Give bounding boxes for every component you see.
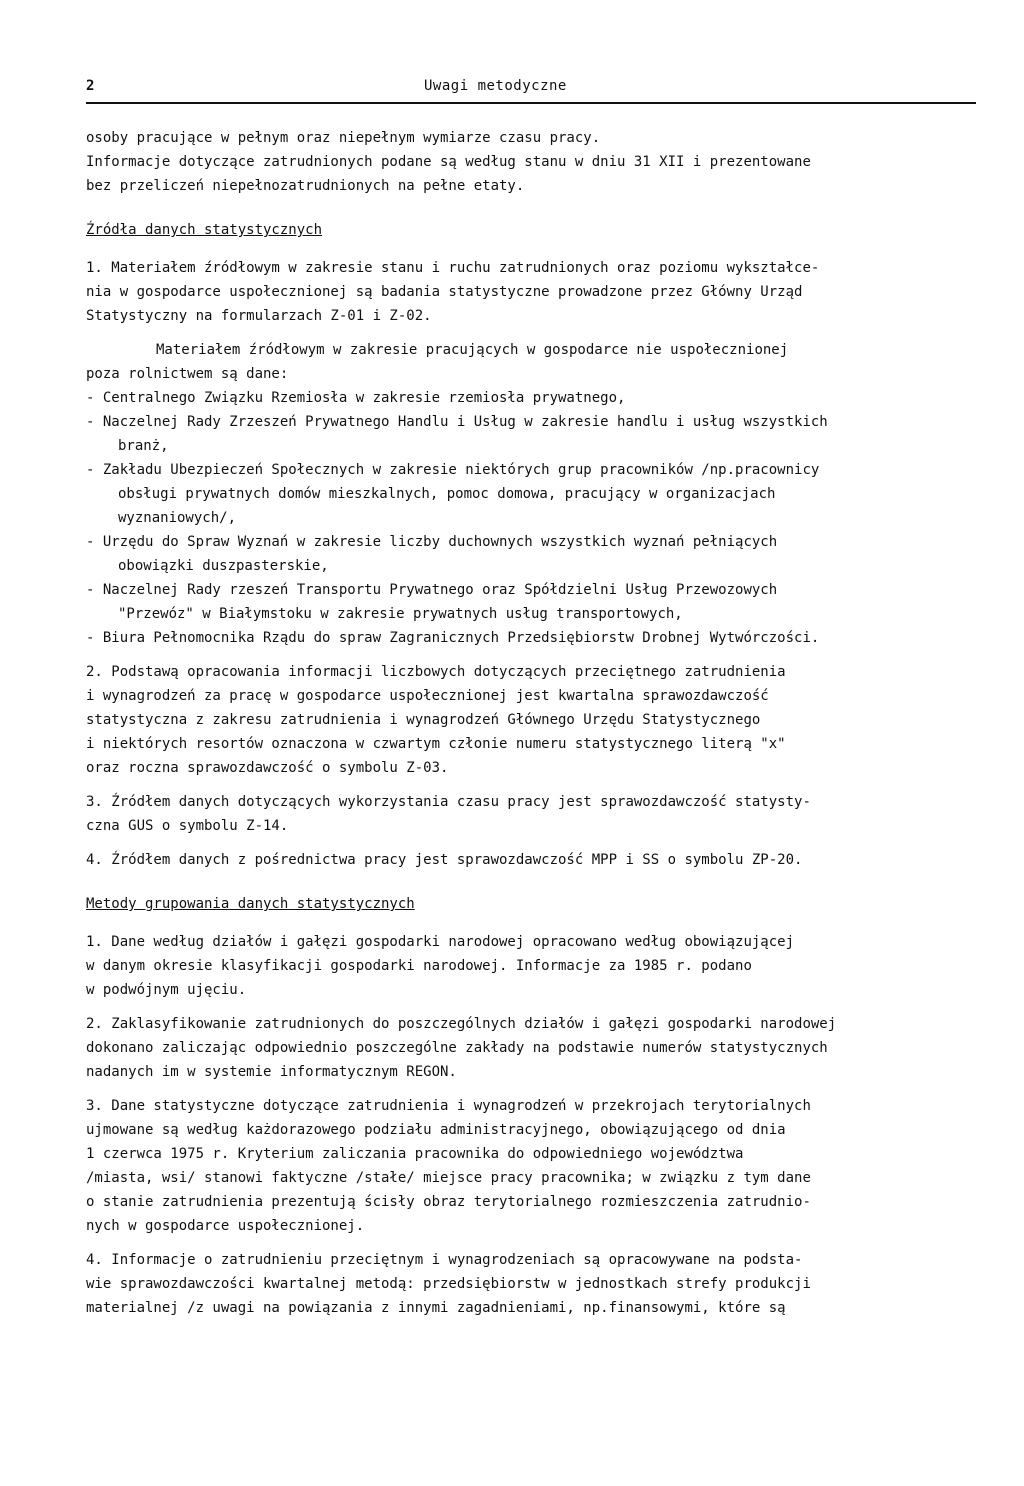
text-line: nadanych im w systemie informatycznym REGON. — [86, 1064, 457, 1080]
text-line: 2. Zaklasyfikowanie zatrudnionych do poszczególnych działów i gałęzi gospodarki narodowej — [86, 1016, 837, 1032]
text-line: - Centralnego Związku Rzemiosła w zakresie rzemiosła prywatnego, — [86, 390, 626, 406]
text-line: 1. Dane według działów i gałęzi gospodarki narodowej opracowano według obowiązującej — [86, 934, 795, 950]
text-line: obowiązki duszpasterskie, — [118, 558, 329, 574]
text-line: - Urzędu do Spraw Wyznań w zakresie liczby duchownych wszystkich wyznań pełniących — [86, 534, 778, 550]
list-item — [86, 530, 976, 578]
section-title-sources: Źródła danych statystycznych — [86, 222, 323, 238]
text-line: wie sprawozdawczości kwartalnej metodą: przedsiębiorstw w jednostkach strefy produkcji — [86, 1276, 811, 1292]
text-line: dokonano zaliczając odpowiednio poszczególne zakłady na podstawie numerów statystycznych — [86, 1040, 828, 1056]
sources-paragraph-1 — [86, 256, 976, 328]
text-line: osoby pracujące w pełnym oraz niepełnym wymiarze czasu pracy. — [86, 130, 601, 146]
text-line: 1 czerwca 1975 r. Kryterium zaliczania pracownika do odpowiedniego województwa — [86, 1146, 744, 1162]
text-line: czna GUS o symbolu Z-14. — [86, 818, 289, 834]
text-line: w danym okresie klasyfikacji gospodarki narodowej. Informacje za 1985 r. podano — [86, 958, 752, 974]
text-line: ujmowane są według każdorazowego podziału administracyjnego, obowiązującego od dnia — [86, 1122, 786, 1138]
sources-paragraph-2 — [86, 660, 976, 780]
text-line: 4. Informacje o zatrudnieniu przeciętnym i wynagrodzeniach są opracowywane na podsta- — [86, 1252, 803, 1268]
text-line: materialnej /z uwagi na powiązania z innymi zagadnieniami, np.finansowymi, które są — [86, 1300, 786, 1316]
text-line: 2. Podstawą opracowania informacji liczbowych dotyczących przeciętnego zatrudnienia — [86, 664, 786, 680]
text-line: i wynagrodzeń za pracę w gospodarce uspołecznionej jest kwartalna sprawozdawczość — [86, 688, 769, 704]
list-item — [86, 458, 976, 530]
page-number: 2 — [86, 78, 95, 94]
text-line: 1. Materiałem źródłowym w zakresie stanu i ruchu zatrudnionych oraz poziomu wykształce- — [86, 260, 820, 276]
intro-paragraph — [86, 126, 976, 198]
header-rule — [86, 102, 976, 104]
text-line: 4. Źródłem danych z pośrednictwa pracy jest sprawozdawczość MPP i SS o symbolu ZP-20. — [86, 852, 803, 868]
list-item — [86, 626, 976, 650]
page-content — [86, 126, 976, 1320]
methods-paragraph-4 — [86, 1248, 976, 1320]
text-line: 3. Dane statystyczne dotyczące zatrudnienia i wynagrodzeń w przekrojach terytorialnych — [86, 1098, 811, 1114]
sources-paragraph-4 — [86, 848, 976, 872]
sources-paragraph-1b — [86, 338, 976, 386]
text-line: nych w gospodarce uspołecznionej. — [86, 1218, 365, 1234]
sources-list — [86, 386, 976, 650]
text-line: oraz roczna sprawozdawczość o symbolu Z-03. — [86, 760, 449, 776]
section-title-methods: Metody grupowania danych statystycznych — [86, 896, 415, 912]
text-line: /miasta, wsi/ stanowi faktyczne /stałe/ miejsce pracy pracownika; w związku z tym dane — [86, 1170, 811, 1186]
methods-paragraph-1 — [86, 930, 976, 1002]
list-item — [86, 386, 976, 410]
text-line: bez przeliczeń niepełnozatrudnionych na pełne etaty. — [86, 178, 525, 194]
running-title: Uwagi metodyczne — [424, 78, 567, 94]
text-line: Statystyczny na formularzach Z-01 i Z-02. — [86, 308, 432, 324]
page-header — [86, 74, 976, 98]
text-line: - Zakładu Ubezpieczeń Społecznych w zakresie niektórych grup pracowników /np.pracownicy — [86, 462, 820, 478]
text-line: obsługi prywatnych domów mieszkalnych, pomoc domowa, pracujący w organizacjach — [118, 486, 776, 502]
text-line: - Naczelnej Rady rzeszeń Transportu Prywatnego oraz Spółdzielni Usług Przewozowych — [86, 582, 778, 598]
text-line: i niektórych resortów oznaczona w czwartym członie numeru statystycznego literą "x" — [86, 736, 786, 752]
text-line: - Naczelnej Rady Zrzeszeń Prywatnego Handlu i Usług w zakresie handlu i usług wszystkich — [86, 414, 828, 430]
methods-paragraph-3 — [86, 1094, 976, 1238]
text-line: branż, — [118, 438, 169, 454]
text-line: statystyczna z zakresu zatrudnienia i wynagrodzeń Głównego Urzędu Statystycznego — [86, 712, 761, 728]
text-line: w podwójnym ujęciu. — [86, 982, 247, 998]
text-line: - Biura Pełnomocnika Rządu do spraw Zagranicznych Przedsiębiorstw Drobnej Wytwórczości. — [86, 630, 820, 646]
text-line: o stanie zatrudnienia prezentują ścisły obraz terytorialnego rozmieszczenia zatrudnio- — [86, 1194, 811, 1210]
text-line: poza rolnictwem są dane: — [86, 366, 289, 382]
sources-paragraph-3 — [86, 790, 976, 838]
list-item — [86, 410, 976, 458]
text-line: "Przewóz" w Białymstoku w zakresie prywatnych usług transportowych, — [118, 606, 683, 622]
text-line: Informacje dotyczące zatrudnionych podane są według stanu w dniu 31 XII i prezentowane — [86, 154, 811, 170]
text-line: 3. Źródłem danych dotyczących wykorzystania czasu pracy jest sprawozdawczość statysty- — [86, 794, 811, 810]
text-line: nia w gospodarce uspołecznionej są badania statystyczne prowadzone przez Główny Urząd — [86, 284, 803, 300]
methods-paragraph-2 — [86, 1012, 976, 1084]
list-item — [86, 578, 976, 626]
text-line: Materiałem źródłowym w zakresie pracujących w gospodarce nie uspołecznionej — [156, 342, 789, 358]
text-line: wyznaniowych/, — [118, 510, 237, 526]
